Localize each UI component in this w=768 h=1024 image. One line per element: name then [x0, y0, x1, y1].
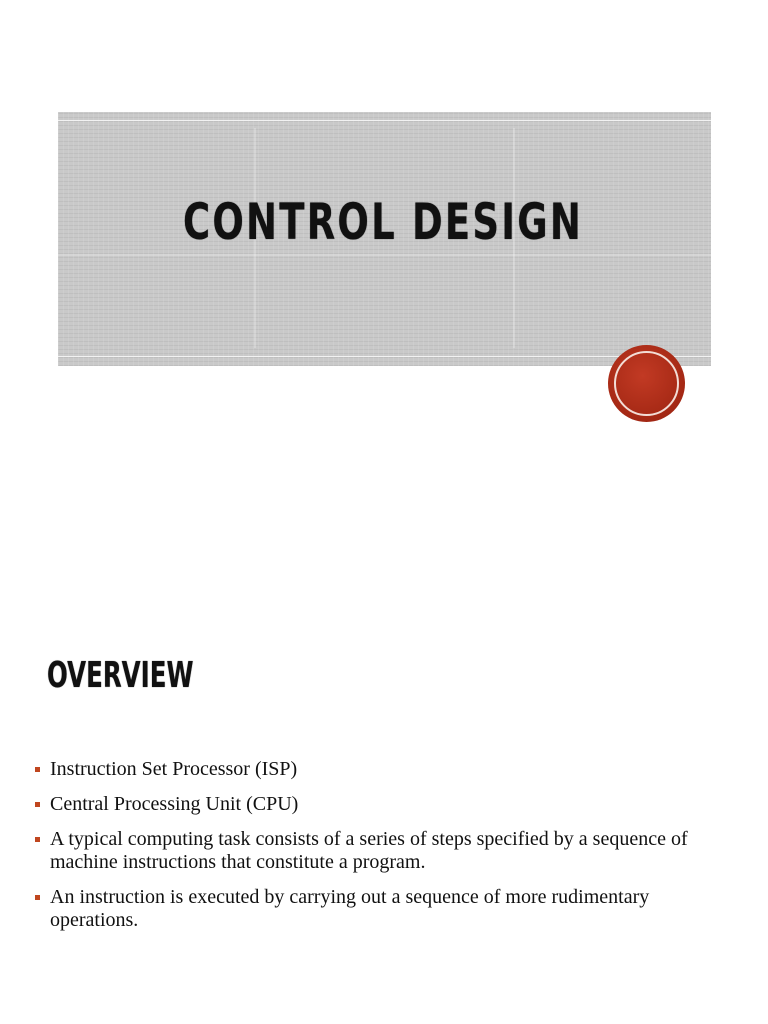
- bullet-item: [32, 886, 732, 932]
- title-slide: [0, 0, 768, 500]
- bullet-item: [32, 758, 732, 781]
- band-bottom-rule: [58, 356, 711, 357]
- bullet-item: [32, 793, 732, 816]
- slide-title: CONTROL DESIGN: [183, 193, 584, 251]
- square-bullet-icon: [35, 767, 40, 772]
- bullet-text: A typical computing task consists of a series of steps specified by a sequence of machine instructions that constitute a program.: [50, 828, 688, 873]
- overview-heading: OVERVIEW: [47, 655, 194, 696]
- square-bullet-icon: [35, 837, 40, 842]
- bullet-item: [32, 828, 732, 874]
- square-bullet-icon: [35, 802, 40, 807]
- bullet-text: Instruction Set Processor (ISP): [50, 758, 298, 780]
- bullet-text: An instruction is executed by carrying out a sequence of more rudimentary operations.: [50, 886, 650, 931]
- band-top-rule: [58, 120, 711, 121]
- overview-slide: [0, 600, 768, 1024]
- bullet-list: [32, 758, 732, 944]
- red-circle-decoration: [608, 345, 685, 422]
- bullet-text: Central Processing Unit (CPU): [50, 793, 299, 815]
- square-bullet-icon: [35, 895, 40, 900]
- red-circle-ring: [614, 351, 679, 416]
